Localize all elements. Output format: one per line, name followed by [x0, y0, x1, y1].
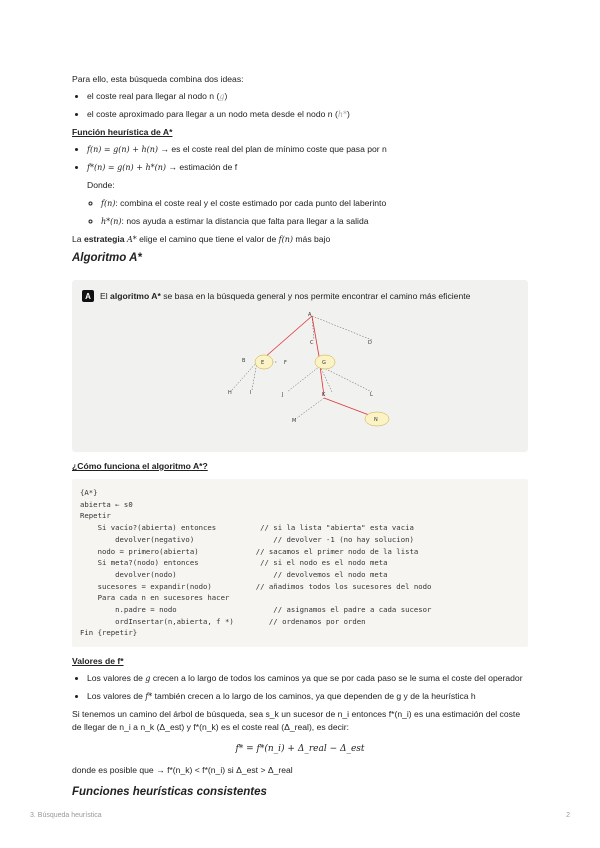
list-item: • el coste aproximado para llegar a un nodo meta desde el nodo n (h*)	[87, 108, 528, 121]
page-content	[72, 66, 528, 798]
callout-box	[72, 280, 528, 452]
paragraph: Si tenemos un camino del árbol de búsqueda, sea s_k un sucesor de n_i entonces f*(n_i) es una estimación del coste de llegar de n_i a n_k (Δ_est) y f*(n_k) es el coste real (Δ_real), es decir:	[72, 709, 521, 733]
code-line: Repetir	[80, 511, 111, 521]
tree-node: K	[322, 392, 326, 398]
donde-label: Donde:	[87, 180, 115, 190]
code-line: Para cada n en sucesores hacer	[80, 593, 230, 603]
ideas-list	[72, 90, 528, 121]
donde-list	[87, 197, 528, 228]
list-item: • Los valores de f* también crecen a lo largo de los caminos, ya que dependen de g y de la heurística h	[87, 690, 528, 703]
footer-chapter: 3. Búsqueda heurística	[30, 812, 102, 819]
tree-node: C	[310, 340, 314, 346]
tree-node: A	[308, 312, 312, 318]
tree-node: J	[282, 392, 284, 398]
code-line: devolver(negativo) // devolver -1 (no hay solucion)	[80, 534, 414, 544]
list-item: ◦ f(n): combina el coste real y el coste estimado por cada punto del laberinto	[101, 197, 528, 210]
code-block	[72, 479, 528, 647]
tree-node: E	[261, 360, 265, 366]
algo-heading: Algoritmo A*	[72, 252, 142, 264]
tree-node: M	[292, 418, 297, 424]
paragraph: donde es posible que → f*(n_k) < f*(n_i) si Δ_est > Δ_real	[72, 765, 293, 776]
callout-text: A El algoritmo A* se basa en la búsqueda general y nos permite encontrar el camino más eficiente	[82, 290, 518, 302]
consistentes-heading: Funciones heurísticas consistentes	[72, 786, 267, 799]
list-item: • f*(n) = g(n) + h*(n) → estimación de f Donde: ◦ f(n): combina el coste real y el coste estimado por cada punto del laberinto ◦ h*(n): nos ayuda a estimar la distancia que falta para llegar a la salida	[87, 161, 528, 228]
tree-node: F	[284, 360, 287, 366]
tree-node: G	[322, 360, 326, 366]
tree-node: I	[250, 390, 252, 396]
strategy-paragraph: La estrategia A* elige el camino que tiene el valor de f(n) más bajo	[72, 234, 331, 244]
code-line: devolver(nodo) // devolvemos el nodo meta	[80, 569, 388, 579]
list-item: • f(n) = g(n) + h(n) → es el coste real del plan de mínimo coste que pasa por n	[87, 143, 528, 156]
list-item: • Los valores de g crecen a lo largo de todos los caminos ya que se por cada paso se le suma el coste del operador	[87, 672, 528, 685]
code-line: Si meta?(nodo) entonces // si el nodo es el nodo meta	[80, 558, 388, 568]
code-line: Fin {repetir}	[80, 628, 138, 638]
code-line: sucesores = expandir(nodo) // añadimos todos los sucesores del nodo	[80, 581, 432, 591]
code-line: abierta ← s0	[80, 499, 133, 509]
section-heading: ¿Cómo funciona el algoritmo A*?	[72, 461, 208, 471]
code-line: Si vacío?(abierta) entonces // si la lista "abierta" esta vacia	[80, 523, 414, 533]
search-tree-diagram	[212, 310, 412, 430]
page-number: 2	[566, 812, 570, 819]
valores-list	[72, 672, 528, 703]
algorithm-icon: A	[82, 290, 94, 302]
section-heading: Valores de f*	[72, 656, 124, 667]
tree-node: D	[368, 340, 372, 346]
code-line: {A*}	[80, 488, 98, 497]
code-line: nodo = primero(abierta) // sacamos el primer nodo de la lista	[80, 546, 419, 556]
list-item: ◦ h*(n): nos ayuda a estimar la distancia que falta para llegar a la salida	[101, 215, 528, 228]
tree-node: L	[370, 392, 373, 398]
tree-node: H	[228, 390, 232, 396]
tree-node: N	[374, 417, 378, 423]
tree-node: B	[242, 358, 246, 364]
section-heading: Función heurística de A*	[72, 127, 173, 137]
code-line: ordInsertar(n,abierta, f *) // ordenamos por orden	[80, 616, 366, 626]
heuristic-list	[72, 143, 528, 228]
intro-paragraph: Para ello, esta búsqueda combina dos ideas:	[72, 74, 244, 84]
code-line: n.padre = nodo // asignamos el padre a cada sucesor	[80, 605, 432, 615]
list-item: • el coste real para llegar al nodo n (g)	[87, 90, 528, 103]
formula: f* = f*(n_i) + Δ_real − Δ_est	[235, 744, 365, 755]
page-footer	[30, 812, 570, 819]
